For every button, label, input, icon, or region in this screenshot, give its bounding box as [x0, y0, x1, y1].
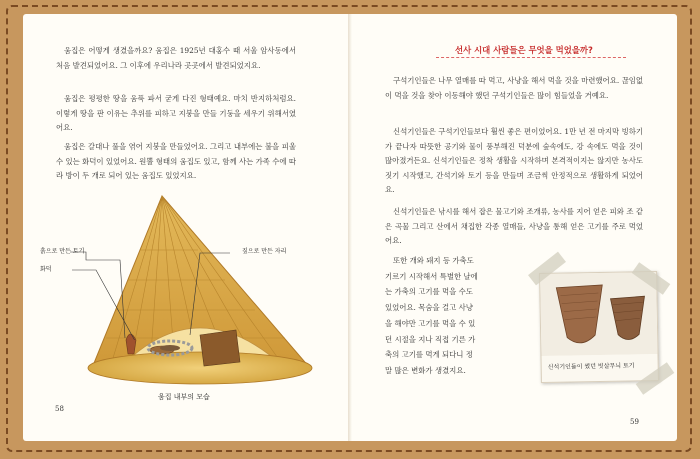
- title-underline: [436, 57, 626, 58]
- right-paragraph-2: 신석기인들은 구석기인들보다 훨씬 좋은 편이었어요. 1만 년 전 마지막 빙하기가 끝나자 따뜻한 공기와 물이 풍부해진 덕분에 숲속에도, 강 속에도 먹을 것이 많아졌거든요. 신석기인들은 정착 생활을 시작하며 본격적이지는 않지만 농사도 짓기 시작했고, 간석기와 토기 등을 만들며 조금씩 안정적으로 생활하게 되었어요.: [385, 127, 643, 195]
- page-number-left: 58: [55, 405, 64, 413]
- label-hearth: 화덕: [40, 266, 52, 273]
- wrap-line: 는 가축의 고기를 먹을 수도: [385, 287, 473, 297]
- label-pottery: 흙으로 만든 토기: [40, 248, 85, 255]
- page-number-right: 59: [630, 418, 639, 426]
- wrap-line: 던 시절을 지나 직접 기른 가: [385, 334, 476, 344]
- left-paragraph-3: 움집은 갈대나 풀을 엮어 지붕을 만들었어요. 그리고 내부에는 불을 피울 수 있는 화덕이 있었어요. 원뿔 형태의 움집도 있고, 함께 사는 가족 수에 따라 방이 두 개로 되어 있는 움집도 있었지요.: [56, 142, 296, 181]
- photo-caption: 신석기인들이 썼던 빗살무늬 토기: [547, 362, 635, 371]
- label-mat: 짚으로 만든 자리: [242, 248, 287, 255]
- callout-lines: [40, 240, 260, 340]
- wrap-line: 축의 고기를 먹게 되다니 정: [385, 350, 473, 360]
- comb-pattern-pottery-image: [540, 272, 657, 356]
- wrap-line: 또한 개와 돼지 등 가축도: [393, 256, 474, 265]
- right-paragraph-1: 구석기인들은 나무 열매를 따 먹고, 사냥을 해서 먹을 것을 마련했어요. 끊임없이 먹을 것을 찾아 이동해야 했던 구석기인들은 많이 힘들었을 거예요.: [385, 76, 643, 100]
- illustration-caption: 움집 내부의 모습: [158, 393, 210, 401]
- book-spine: [348, 14, 352, 441]
- wrapped-paragraph: [385, 253, 525, 379]
- wrap-line: 말 많은 변화가 생겼지요.: [385, 365, 466, 375]
- pottery-photo-card: [539, 271, 659, 383]
- wrap-line: 을 해야만 고기를 먹을 수 있: [385, 318, 476, 328]
- left-paragraph-2: 움집은 평평한 땅을 움푹 파서 굳게 다진 형태예요. 마치 반지하처럼요. 이렇게 땅을 판 이유는 추위를 피하고 지붕을 만들 기둥을 세우기 위해서였어요.: [56, 94, 296, 133]
- wrap-line: 있었어요. 목숨을 걸고 사냥: [385, 303, 473, 313]
- left-paragraph-1: 움집은 어떻게 생겼을까요? 움집은 1925년 대홍수 때 서울 암사동에서 처음 발견되었어요. 그 이후에 우리나라 곳곳에서 발견되었지요.: [56, 46, 296, 70]
- section-title: 선사 시대 사람들은 무엇을 먹었을까?: [455, 45, 593, 55]
- wrap-line: 기르기 시작해서 특별한 날에: [385, 271, 478, 281]
- right-paragraph-3: 신석기인들은 낚시를 해서 잡은 물고기와 조개류, 농사를 지어 얻은 피와 조 같은 곡물 그리고 산에서 채집한 각종 열매들, 사냥을 통해 얻은 고기를 주로 먹었어요.: [385, 207, 643, 246]
